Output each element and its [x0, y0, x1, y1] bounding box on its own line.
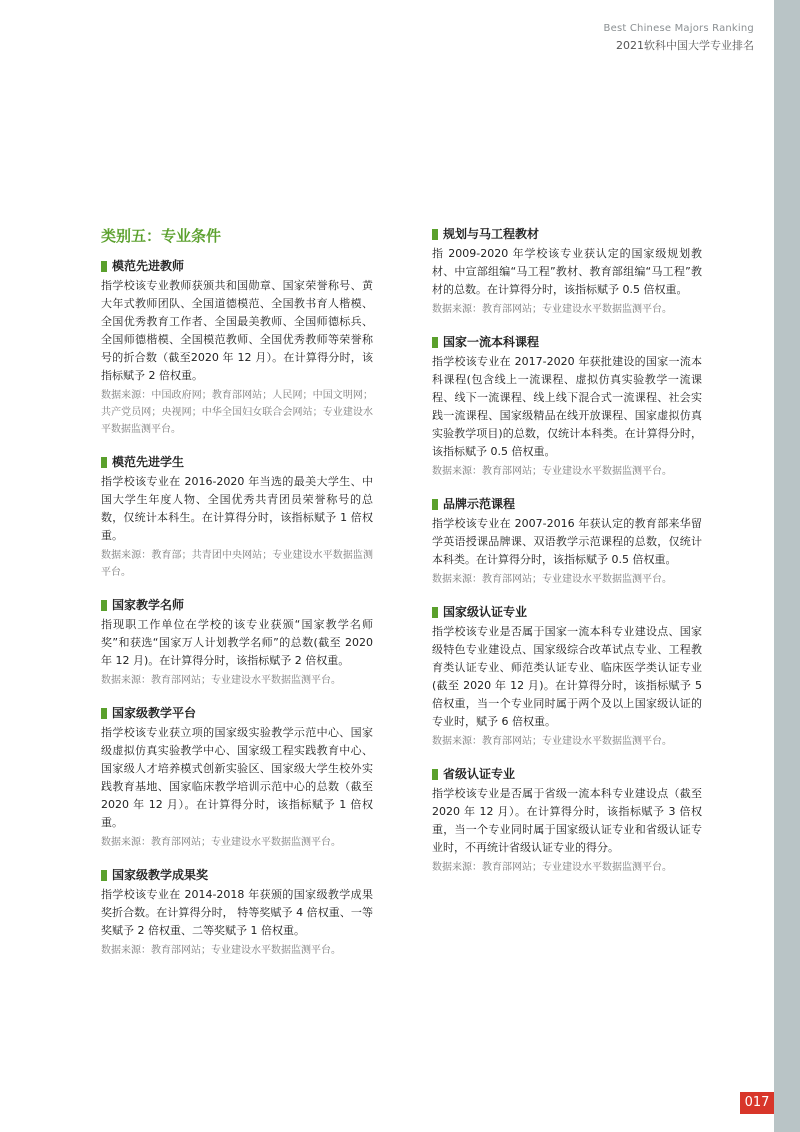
left-column	[101, 226, 373, 975]
section-title: 国家级教学成果奖	[112, 868, 209, 882]
section-planned-textbooks	[432, 226, 702, 318]
green-marker-icon	[101, 708, 107, 719]
right-column	[432, 226, 702, 892]
section-source: 数据来源：教育部网站；专业建设水平数据监测平台。	[432, 466, 672, 477]
section-body: 指 2009-2020 年学校该专业获认定的国家级规划教材、中宣部组编“马工程”教材、教育部组编“马工程”教材的总数。在计算得分时，该指标赋予 0.5 倍权重。	[432, 247, 702, 296]
section-provincial-certified-majors	[432, 766, 702, 876]
section-source: 数据来源：教育部网站；专业建设水平数据监测平台。	[432, 574, 672, 585]
green-marker-icon	[432, 607, 438, 618]
section-body: 指学校该专业是否属于省级一流本科专业建设点（截至2020 年 12 月）。在计算得分时，该指标赋予 3 倍权重，当一个专业同时属于国家级认证专业和省级认证专业时，不再统计省级认证专业的得分。	[432, 787, 702, 854]
header-english-title: Best Chinese Majors Ranking	[603, 23, 754, 34]
side-strip	[774, 0, 800, 1132]
section-national-certified-majors	[432, 604, 702, 750]
section-title: 品牌示范课程	[443, 497, 516, 511]
section-national-teaching-platform	[101, 705, 373, 851]
section-body: 指学校该专业在 2007-2016 年获认定的教育部来华留学英语授课品牌课、双语教学示范课程的总数，仅统计本科类。在计算得分时，该指标赋予 0.5 倍权重。	[432, 517, 702, 566]
section-body: 指学校该专业在 2016-2020 年当选的最美大学生、中国大学生年度人物、全国优秀共青团员荣誉称号的总数，仅统计本科生。在计算得分时，该指标赋予 1 倍权重。	[101, 475, 373, 542]
page-number: 017	[740, 1092, 774, 1114]
section-source: 数据来源：教育部网站；专业建设水平数据监测平台。	[432, 736, 672, 747]
green-marker-icon	[432, 769, 438, 780]
section-source: 数据来源：教育部；共青团中央网站；专业建设水平数据监测平台。	[101, 550, 373, 578]
section-source: 数据来源：中国政府网；教育部网站；人民网；中国文明网；共产党员网；央视网；中华全国妇女联合会网站；专业建设水平数据监测平台。	[101, 390, 373, 435]
green-marker-icon	[101, 261, 107, 272]
section-body: 指学校该专业是否属于国家一流本科专业建设点、国家级特色专业建设点、国家级综合改革试点专业、工程教育类认证专业、师范类认证专业、临床医学类认证专业(截至 2020 年 12 月)。在计算得分时，该指标赋予 5 倍权重，当一个专业同时属于两个及以上国家级认证的专业时，赋予 6 倍权重。	[432, 625, 702, 728]
section-source: 数据来源：教育部网站；专业建设水平数据监测平台。	[101, 675, 341, 686]
section-national-teaching-masters	[101, 597, 373, 689]
green-marker-icon	[432, 337, 438, 348]
category-title: 类别五：专业条件	[101, 227, 222, 245]
section-source: 数据来源：教育部网站；专业建设水平数据监测平台。	[432, 304, 672, 315]
green-marker-icon	[101, 600, 107, 611]
section-title: 模范先进教师	[112, 259, 185, 273]
green-marker-icon	[101, 457, 107, 468]
green-marker-icon	[101, 870, 107, 881]
section-title: 国家教学名师	[112, 598, 185, 612]
page-header	[604, 22, 754, 54]
section-source: 数据来源：教育部网站；专业建设水平数据监测平台。	[101, 945, 341, 956]
section-body: 指现职工作单位在学校的该专业获颁“国家教学名师奖”和获选“国家万人计划教学名师”的总数(截至 2020 年 12 月)。在计算得分时，该指标赋予 2 倍权重。	[101, 618, 373, 667]
green-marker-icon	[432, 229, 438, 240]
section-body: 指学校该专业在 2014-2018 年获颁的国家级教学成果奖折合数。在计算得分时， 特等奖赋予 4 倍权重、一等奖赋予 2 倍权重、二等奖赋予 1 倍权重。	[101, 888, 373, 937]
section-national-courses	[432, 334, 702, 480]
section-source: 数据来源：教育部网站；专业建设水平数据监测平台。	[432, 862, 672, 873]
section-title: 国家一流本科课程	[443, 335, 540, 349]
section-national-teaching-award	[101, 867, 373, 959]
header-chinese-title: 2021软科中国大学专业排名	[616, 39, 754, 52]
section-title: 国家级教学平台	[112, 706, 197, 720]
green-marker-icon	[432, 499, 438, 510]
section-body: 指学校该专业在 2017-2020 年获批建设的国家一流本科课程(包含线上一流课程、虚拟仿真实验教学一流课程、线下一流课程、线上线下混合式一流课程、社会实践一流课程、国家级精品在线开放课程、国家虚拟仿真实验教学项目)的总数，仅统计本科类。在计算得分时，该指标赋予 0.5 倍权重。	[432, 355, 702, 458]
section-model-students	[101, 454, 373, 581]
section-title: 规划与马工程教材	[443, 227, 540, 241]
section-title: 国家级认证专业	[443, 605, 528, 619]
section-body: 指学校该专业教师获颁共和国勋章、国家荣誉称号、黄大年式教师团队、全国道德模范、全国教书育人楷模、全国优秀教育工作者、全国最美教师、全国师德标兵、全国师德楷模、全国模范教师、全国优秀教师等荣誉称号的折合数（截至2020 年 12 月）。在计算得分时，该指标赋予 2 倍权重。	[101, 279, 373, 382]
section-title: 省级认证专业	[443, 767, 516, 781]
section-title: 模范先进学生	[112, 455, 185, 469]
section-brand-courses	[432, 496, 702, 588]
section-model-teachers	[101, 258, 373, 438]
section-body: 指学校该专业获立项的国家级实验教学示范中心、国家级虚拟仿真实验教学中心、国家级工程实践教育中心、国家级人才培养模式创新实验区、国家级大学生校外实践教育基地、国家临床教学培训示范中心的总数（截至 2020 年 12 月）。在计算得分时，该指标赋予 1 倍权重。	[101, 726, 373, 829]
section-source: 数据来源：教育部网站；专业建设水平数据监测平台。	[101, 837, 341, 848]
